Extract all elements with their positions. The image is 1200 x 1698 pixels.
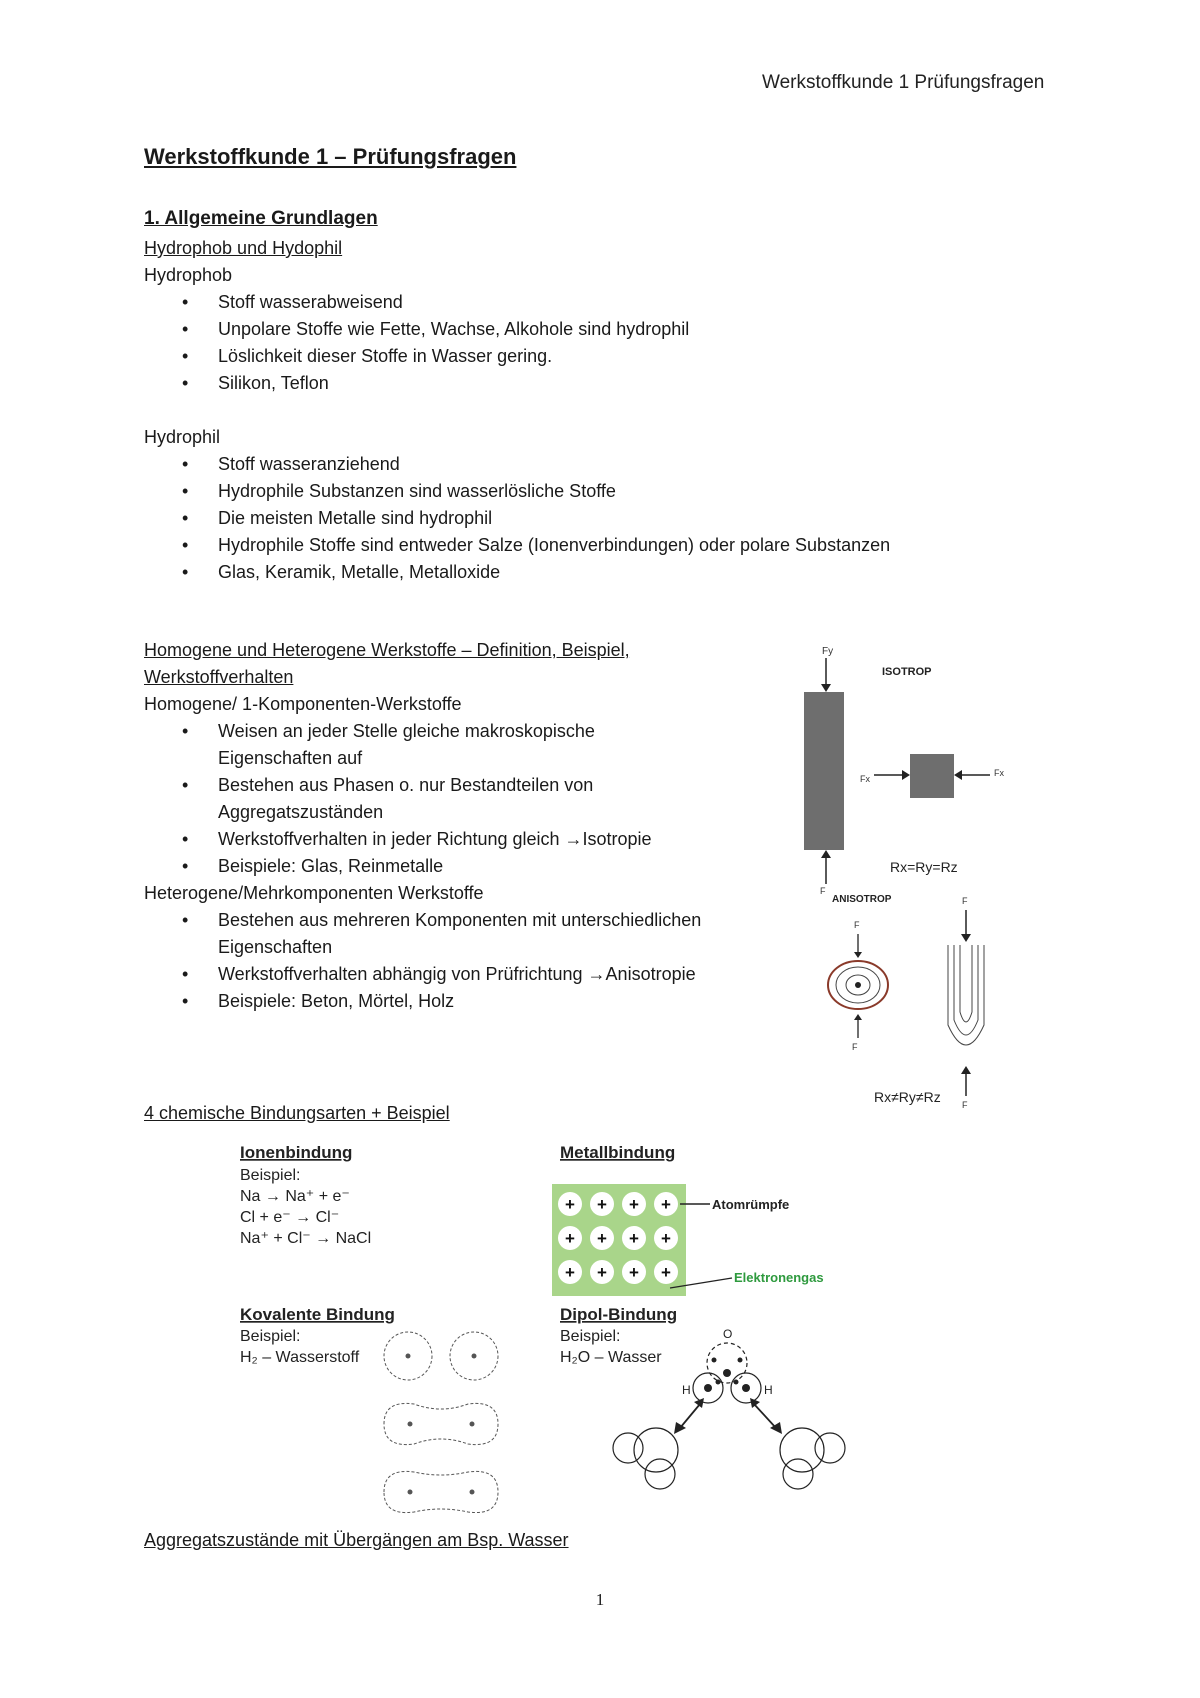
section-heading: 1. Allgemeine Grundlagen xyxy=(144,208,378,229)
list-item: • Unpolare Stoffe wie Fette, Wachse, Alkohole sind hydrophil xyxy=(144,316,1044,343)
kov-line: H₂ – Wasserstoff xyxy=(240,1349,360,1366)
f-label: F xyxy=(852,1042,858,1052)
subheading-bindungsarten: 4 chemische Bindungsarten + Beispiel xyxy=(144,1103,450,1123)
hydrophil-list xyxy=(144,451,1044,586)
isotrop-specimen xyxy=(804,692,844,850)
fx-label: Fx xyxy=(994,768,1004,778)
arrowhead xyxy=(854,1014,862,1020)
f-label: F xyxy=(962,1100,968,1110)
ionen-beispiel: Beispiel: xyxy=(240,1167,301,1184)
list-item: • Beispiele: Glas, Reinmetalle xyxy=(144,853,784,880)
list-item: • Werkstoffverhalten in jeder Richtung gleich →Isotropie xyxy=(144,826,784,853)
list-item: • Silikon, Teflon xyxy=(144,370,1044,397)
list-item: • Stoff wasseranziehend xyxy=(144,451,1044,478)
svg-text:+: + xyxy=(597,1263,607,1282)
svg-text:+: + xyxy=(597,1229,607,1248)
arrowhead xyxy=(961,934,971,942)
fy-label: Fy xyxy=(822,646,834,657)
svg-text:+: + xyxy=(629,1263,639,1282)
svg-text:+: + xyxy=(661,1229,671,1248)
list-item: • Bestehen aus mehreren Komponenten mit unterschiedlichen Eigenschaften xyxy=(144,907,784,961)
hydrophob-list xyxy=(144,289,1044,397)
hydro-block xyxy=(144,235,1044,586)
dipol-line: H₂O – Wasser xyxy=(560,1349,662,1366)
arrowhead xyxy=(854,952,862,958)
eq-anisotrop: Rx≠Ry≠Rz xyxy=(874,1089,941,1105)
o-label: O xyxy=(723,1327,733,1341)
heterogen-label: Heterogene/Mehrkomponenten Werkstoffe xyxy=(144,883,484,903)
h-label: H xyxy=(682,1383,691,1397)
f-label: F xyxy=(962,896,968,906)
svg-text:+: + xyxy=(565,1263,575,1282)
ionen-line: Na → Na⁺ + e⁻ xyxy=(240,1188,350,1205)
hydrophil-label: Hydrophil xyxy=(144,427,221,447)
anisotrop-label: ANISOTROP xyxy=(832,894,892,905)
hydrophob-label: Hydrophob xyxy=(144,265,233,285)
arrowhead xyxy=(961,1066,971,1074)
kov-title: Kovalente Bindung xyxy=(240,1305,395,1324)
bonds-figure xyxy=(230,1138,860,1518)
f-label: F xyxy=(820,886,826,896)
h-label: H xyxy=(764,1383,773,1397)
ionen-line: Na⁺ + Cl⁻ → NaCl xyxy=(240,1230,372,1247)
water-molecule xyxy=(693,1343,761,1403)
page-title: Werkstoffkunde 1 – Prüfungsfragen xyxy=(144,144,517,169)
kov-beispiel: Beispiel: xyxy=(240,1328,301,1345)
wood-grain xyxy=(960,945,972,1022)
dipol-arrow xyxy=(754,1404,776,1428)
neighbor-molecule xyxy=(780,1428,845,1489)
svg-text:+: + xyxy=(661,1195,671,1214)
homogen-label: Homogene/ 1-Komponenten-Werkstoffe xyxy=(144,694,462,714)
metall-title: Metallbindung xyxy=(560,1143,676,1162)
list-item: • Glas, Keramik, Metalle, Metalloxide xyxy=(144,559,1044,586)
homogen-list xyxy=(144,718,784,880)
list-item: • Werkstoffverhalten abhängig von Prüfrichtung →Anisotropie xyxy=(144,961,784,988)
subheading-hydro: Hydrophob und Hydophil xyxy=(144,238,343,258)
h2-nuclei xyxy=(406,1354,477,1495)
svg-text:+: + xyxy=(629,1195,639,1214)
wood-grain xyxy=(948,945,984,1045)
svg-text:+: + xyxy=(661,1263,671,1282)
list-item: • Stoff wasserabweisend xyxy=(144,289,1044,316)
svg-text:+: + xyxy=(597,1195,607,1214)
subheading-werkstoffe-2: Werkstoffverhalten xyxy=(144,667,294,687)
heterogen-list xyxy=(144,907,784,1015)
list-item: • Bestehen aus Phasen o. nur Bestandteilen von Aggregatszuständen xyxy=(144,772,784,826)
list-item: • Hydrophile Substanzen sind wasserlösliche Stoffe xyxy=(144,478,1044,505)
arrowhead xyxy=(821,684,831,692)
dipol-arrow xyxy=(680,1404,700,1428)
svg-text:+: + xyxy=(565,1229,575,1248)
h2-orbitals xyxy=(384,1332,498,1513)
isotropy-figure xyxy=(790,640,1020,1110)
dipol-beispiel: Beispiel: xyxy=(560,1328,621,1345)
wood-core xyxy=(855,982,861,988)
svg-text:+: + xyxy=(629,1229,639,1248)
list-item: • Hydrophile Stoffe sind entweder Salze (Ionenverbindungen) oder polare Substanzen xyxy=(144,532,1044,559)
running-header: Werkstoffkunde 1 Prüfungsfragen xyxy=(762,72,1045,93)
atomruempfe-label: Atomrümpfe xyxy=(712,1197,790,1212)
arrowhead xyxy=(821,850,831,858)
werkstoffe-block xyxy=(144,637,784,1015)
neighbor-molecule xyxy=(613,1428,678,1489)
list-item: • Löslichkeit dieser Stoffe in Wasser gering. xyxy=(144,343,1044,370)
svg-text:+: + xyxy=(565,1195,575,1214)
arrowhead xyxy=(902,770,910,780)
fx-label: Fx xyxy=(860,774,870,784)
list-item: • Die meisten Metalle sind hydrophil xyxy=(144,505,1044,532)
subheading-aggregatszustaende: Aggregatszustände mit Übergängen am Bsp. Wasser xyxy=(144,1530,569,1550)
list-item: • Weisen an jeder Stelle gleiche makroskopische Eigenschaften auf xyxy=(144,718,784,772)
arrowhead xyxy=(954,770,962,780)
ionen-title: Ionenbindung xyxy=(240,1143,353,1162)
elektronengas-label: Elektronengas xyxy=(734,1270,824,1285)
page-number: 1 xyxy=(595,1590,605,1609)
ionen-line: Cl + e⁻ → Cl⁻ xyxy=(240,1209,340,1226)
subheading-werkstoffe-1: Homogene und Heterogene Werkstoffe – Definition, Beispiel, xyxy=(144,640,630,660)
dipol-title: Dipol-Bindung xyxy=(560,1305,678,1324)
isotrop-cube xyxy=(910,754,954,798)
eq-isotrop: Rx=Ry=Rz xyxy=(890,859,958,875)
f-label: F xyxy=(854,920,860,930)
list-item: • Beispiele: Beton, Mörtel, Holz xyxy=(144,988,784,1015)
isotrop-label: ISOTROP xyxy=(882,666,932,678)
